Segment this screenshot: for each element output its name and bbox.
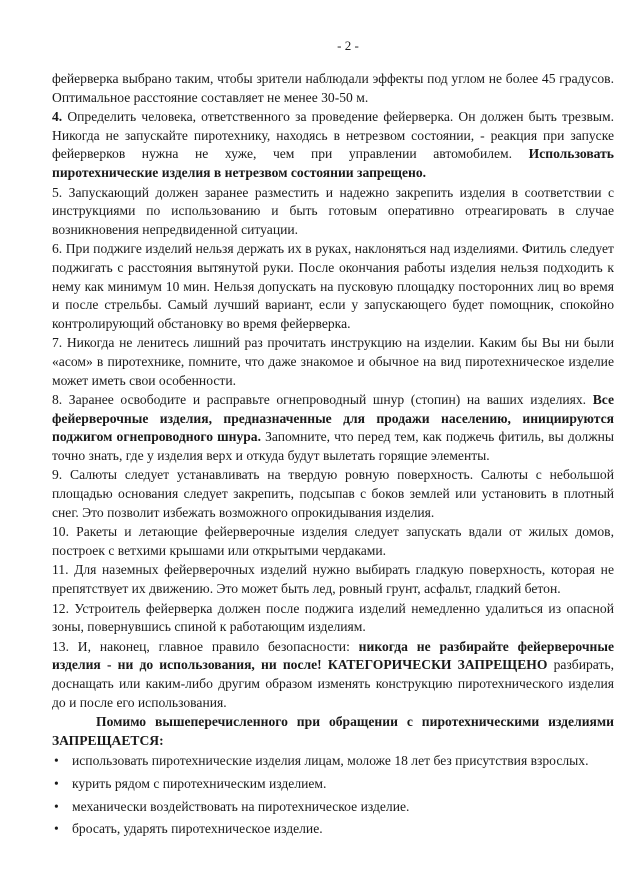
bullet-icon: •	[54, 821, 59, 837]
paragraph-text: 6. При поджиге изделий нельзя держать их в руках, наклоняться над изделиями. Фитиль следует поджигать с расстояния вытянутой руки. После окончания работы изделия нельзя подходить к нему как минимум 10 мин. Нельзя допускать на пусковую площадку посторонних лиц во время и после стрельбы. Самый лучший вариант, если у запускающего будет помощник, спокойно контролирующий обстановку во время фейерверка.	[52, 241, 614, 331]
paragraph-text: 8. Заранее освободите и расправьте огнепроводный шнур (стопин) на ваших изделиях.	[52, 392, 593, 408]
prohibitions-list	[52, 752, 614, 838]
paragraph-text: 12. Устроитель фейерверка должен после поджига изделий немедленно удалиться из опасной зоны, повернувшись спиной к работающим изделиям.	[52, 600, 614, 635]
bullet-icon: •	[54, 798, 59, 814]
list-item-text: использовать пиротехнические изделия лицам, моложе 18 лет без присутствия взрослых.	[72, 753, 589, 769]
paragraph-emphasis: Использовать пиротехнические изделия в нетрезвом состоянии запрещено.	[52, 146, 614, 180]
document-body	[52, 70, 614, 839]
paragraph-item-6	[52, 240, 614, 333]
bullet-icon: •	[54, 753, 59, 769]
paragraph-text: 9. Салюты следует устанавливать на твердую ровную поверхность. Салюты с небольшой площадью основания следует закрепить, подсыпав с боков землей или установить в плотный снег. Это позволит избежать возможного опрокидывания изделия.	[52, 467, 614, 520]
paragraph-item-7	[52, 334, 614, 390]
paragraph-item-9	[52, 466, 614, 522]
section-heading	[52, 713, 614, 750]
paragraph-item-12	[52, 600, 614, 637]
paragraph-text: 5. Запускающий должен заранее разместить и надежно закрепить изделия в соответствии с инструкциями по использованию и быть готовым оперативно отреагировать в случае возникновения непредвиденной ситуации.	[52, 184, 614, 237]
page-number: - 2 -	[337, 38, 359, 53]
list-item	[52, 798, 614, 817]
list-item-text: курить рядом с пиротехническим изделием.	[72, 775, 327, 791]
paragraph-item-5	[52, 184, 614, 240]
paragraph-text: 11. Для наземных фейерверочных изделий нужно выбирать гладкую поверхность, которая не препятствует их движению. Это может быть лед, ровный грунт, асфальт, гладкий бетон.	[52, 562, 614, 597]
list-item	[52, 752, 614, 771]
paragraph-text: разбирать, доснащать или каким-либо другим образом изменять конструкцию пиротехнического изделия до и после его использования.	[52, 657, 614, 710]
paragraph-text: 7. Никогда не ленитесь лишний раз прочитать инструкцию на изделии. Каким бы Вы ни были «асом» в пиротехнике, помните, что даже знакомое и обычное на вид пиротехническое изделие может иметь свои особенности.	[52, 335, 614, 388]
bullet-icon: •	[54, 775, 59, 791]
paragraph-item-8	[52, 391, 614, 465]
section-heading-text: Помимо вышеперечисленного при обращении с пиротехническими изделиями ЗАПРЕЩАЕТСЯ:	[52, 714, 614, 748]
list-item	[52, 820, 614, 839]
paragraph-item-4	[52, 108, 614, 182]
list-item-text: бросать, ударять пиротехническое изделие.	[72, 821, 323, 837]
paragraph-text: 10. Ракеты и летающие фейерверочные изделия следует запускать вдали от жилых домов, построек с ветхими крышами или открытыми чердаками.	[52, 524, 614, 558]
paragraph-emphasis: никогда не разбирайте фейерверочные изделия - ни до использования, ни после! КАТЕГОРИЧЕСКИ ЗАПРЕЩЕНО	[52, 638, 615, 673]
paragraph-text: Запомните, что перед тем, как поджечь фитиль, вы должны точно знать, где у изделия верх и откуда будут вылетать горящие элементы.	[52, 429, 614, 463]
list-item-text: механически воздействовать на пиротехническое изделие.	[72, 798, 410, 814]
item-number: 4.	[52, 109, 63, 125]
paragraph-text: Определить человека, ответственного за проведение фейерверка. Он должен быть трезвым. Никогда не запускайте пиротехнику, находясь в нетрезвом состоянии, - реакция при запуске фейерверков нужна не хуже, чем при управлении автомобилем.	[52, 109, 614, 162]
list-item	[52, 775, 614, 794]
paragraph-continuation	[52, 70, 614, 107]
paragraph-emphasis: Все фейерверочные изделия, предназначенные для продажи населению, инициируются поджигом огнепроводного шнура.	[52, 392, 614, 445]
paragraph-text: фейерверка выбрано таким, чтобы зрители наблюдали эффекты под углом не более 45 градусов. Оптимальное расстояние составляет не менее 30-50 м.	[52, 71, 614, 105]
paragraph-text: 13. И, наконец, главное правило безопасности:	[52, 638, 359, 654]
paragraph-item-11	[52, 561, 614, 598]
paragraph-item-10	[52, 523, 614, 560]
paragraph-item-13	[52, 638, 614, 712]
